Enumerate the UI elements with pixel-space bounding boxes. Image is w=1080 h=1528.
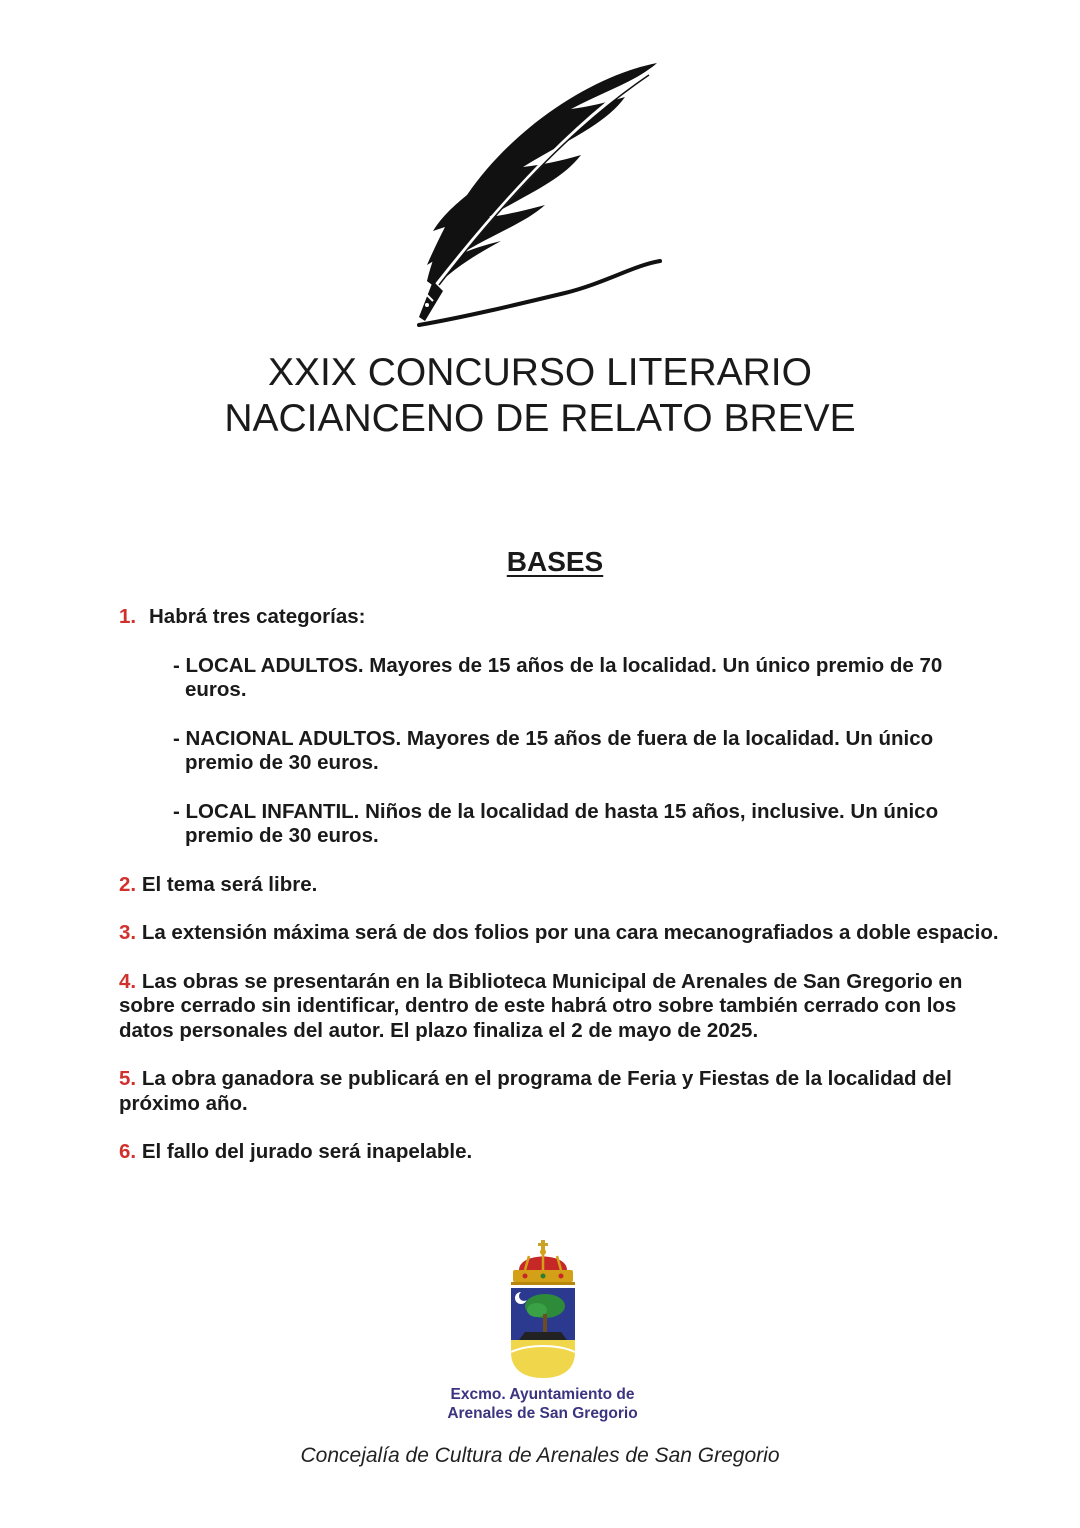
rule-number: 5.: [119, 1067, 137, 1090]
categories-list: [173, 654, 999, 849]
footer-text: Concejalía de Cultura de Arenales de San Gregorio: [300, 1444, 780, 1467]
rules-list: [119, 605, 999, 1189]
rule-number: 3.: [119, 921, 137, 944]
rule-text: La extensión máxima será de dos folios por una cara mecanografiados a doble espacio.: [141, 921, 999, 944]
rule-number: 4.: [119, 969, 137, 993]
rule-number: 2.: [119, 872, 137, 896]
bases-heading: BASES: [506, 546, 604, 577]
title-line-2: NACIANCENO DE RELATO BREVE: [224, 397, 856, 440]
quill-pen-icon: [405, 55, 670, 335]
rule-text: Habrá tres categorías:: [149, 605, 366, 628]
rule-item-1: [119, 605, 999, 849]
category-local-infantil: - LOCAL INFANTIL. Niños de la localidad de hasta 15 años, inclusive. Un único premio de 30 euros.: [173, 799, 939, 847]
category-nacional-adultos: - NACIONAL ADULTOS. Mayores de 15 años de fuera de la localidad. Un único premio de 30 euros.: [173, 726, 934, 774]
council-line-2: Arenales de San Gregorio: [447, 1405, 638, 1422]
rule-item-4: [119, 970, 999, 1044]
council-name: [400, 1385, 685, 1423]
rule-number: 1.: [119, 605, 137, 628]
rule-item-2: [119, 873, 999, 898]
council-line-1: Excmo. Ayuntamiento de: [450, 1386, 635, 1403]
title-line-1: XXIX CONCURSO LITERARIO: [268, 351, 812, 394]
rule-item-6: [119, 1140, 999, 1165]
rule-item-5: [119, 1067, 999, 1116]
category-local-adultos: - LOCAL ADULTOS. Mayores de 15 años de la localidad. Un único premio de 70 euros.: [173, 653, 943, 701]
rule-number: 6.: [119, 1140, 137, 1163]
rule-text: El tema será libre.: [141, 872, 318, 896]
rule-item-3: [119, 921, 999, 946]
rule-text: La obra ganadora se publicará en el programa de Feria y Fiestas de la localidad del próximo año.: [119, 1067, 952, 1115]
rule-text: Las obras se presentarán en la Biblioteca Municipal de Arenales de San Gregorio en sobre cerrado sin identificar, dentro de este habrá otro sobre también cerrado con los datos personales del autor. El plazo finaliza el 2 de mayo de 2025.: [119, 969, 963, 1042]
page-title: [0, 350, 1080, 442]
rule-text: El fallo del jurado será inapelable.: [141, 1140, 473, 1163]
coat-of-arms-icon: [505, 1240, 581, 1380]
